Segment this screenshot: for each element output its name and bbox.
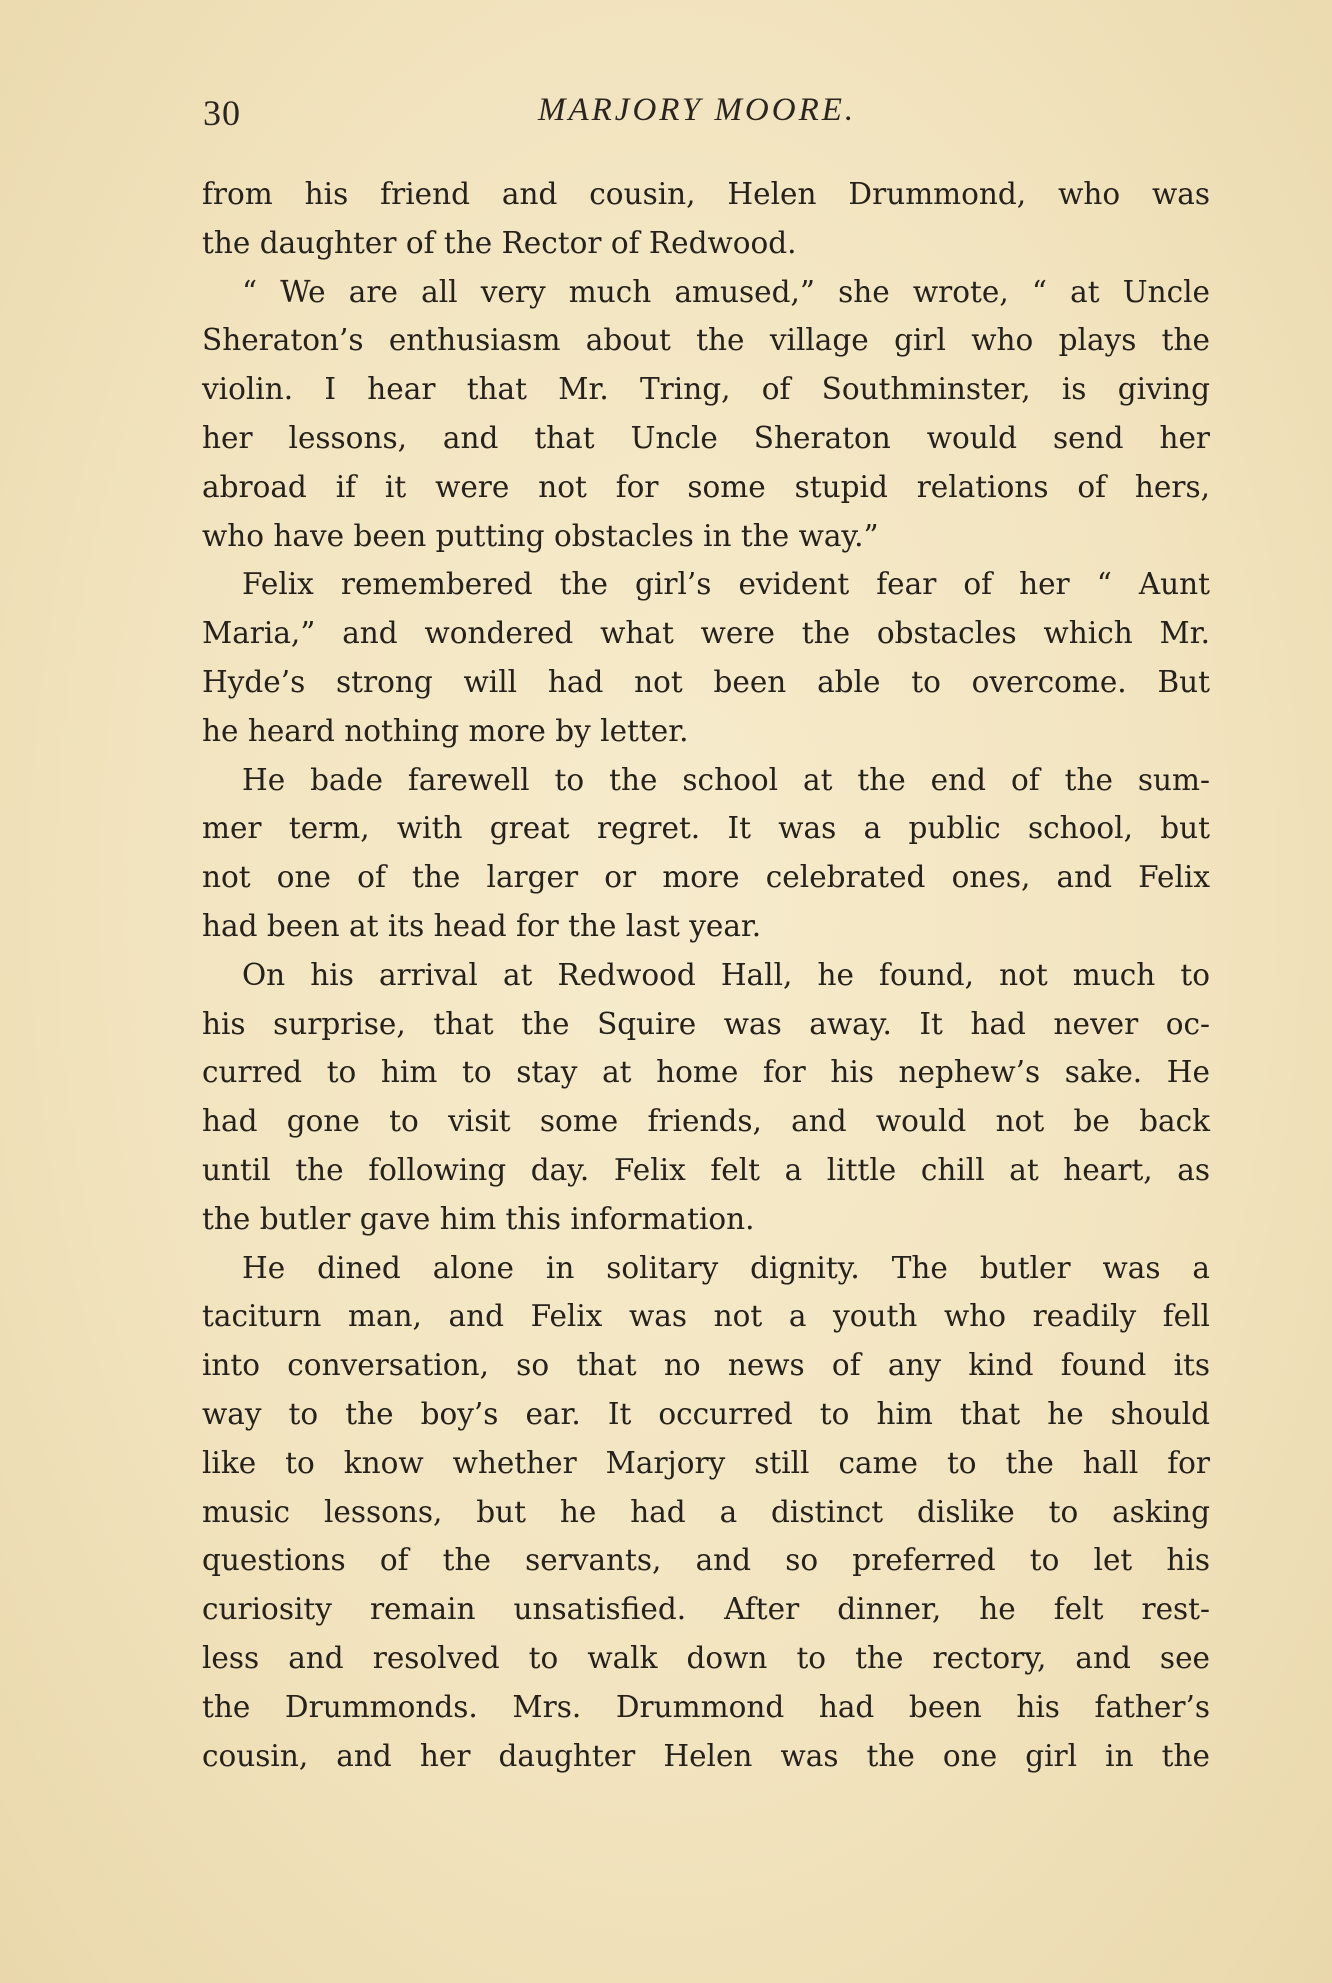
text-line: less and resolved to walk down to the rectory, and see — [202, 1640, 1210, 1675]
page-number: 30 — [203, 93, 241, 133]
text-line: music lessons, but he had a distinct dislike to asking — [202, 1494, 1210, 1529]
text-line: had been at its head for the last year. — [202, 908, 762, 943]
text-line: like to know whether Marjory still came to the hall for — [202, 1445, 1210, 1480]
text-line: had gone to visit some friends, and would not be back — [202, 1104, 1210, 1139]
text-line: he heard nothing more by letter. — [202, 713, 689, 748]
text-line: mer term, with great regret. It was a public school, but — [202, 811, 1210, 846]
text-line: her lessons, and that Uncle Sheraton would send her — [202, 420, 1210, 455]
text-line: not one of the larger or more celebrated ones, and Felix — [202, 860, 1210, 895]
text-line: abroad if it were not for some stupid relations of hers, — [202, 469, 1210, 504]
text-line: into conversation, so that no news of any kind found its — [202, 1348, 1210, 1383]
text-line: Maria,” and wondered what were the obstacles which Mr. — [202, 616, 1210, 651]
text-line: He dined alone in solitary dignity. The butler was a — [242, 1250, 1210, 1285]
text-line: who have been putting obstacles in the way.” — [202, 518, 879, 553]
text-line: On his arrival at Redwood Hall, he found, not much to — [242, 957, 1210, 992]
text-line: Felix remembered the girl’s evident fear of her “ Aunt — [242, 567, 1210, 602]
text-line: taciturn man, and Felix was not a youth who readily fell — [202, 1299, 1210, 1334]
body-text — [202, 170, 1210, 1780]
text-line: way to the boy’s ear. It occurred to him that he should — [202, 1396, 1210, 1431]
page-header — [203, 92, 1203, 142]
text-line: cousin, and her daughter Helen was the one girl in the — [202, 1738, 1210, 1773]
text-line: until the following day. Felix felt a little chill at heart, as — [202, 1152, 1210, 1187]
text-line: curred to him to stay at home for his nephew’s sake. He — [202, 1055, 1210, 1090]
text-line: Hyde’s strong will had not been able to overcome. But — [202, 664, 1210, 699]
text-line: violin. I hear that Mr. Tring, of Southminster, is giving — [202, 372, 1210, 407]
text-line: the butler gave him this information. — [202, 1201, 755, 1236]
text-line: curiosity remain unsatisfied. After dinner, he felt rest- — [202, 1592, 1210, 1627]
text-line: questions of the servants, and so preferred to let his — [202, 1543, 1210, 1578]
text-line: Sheraton’s enthusiasm about the village girl who plays the — [202, 323, 1210, 358]
text-line: “ We are all very much amused,” she wrote, “ at Uncle — [242, 274, 1210, 309]
text-line: the daughter of the Rector of Redwood. — [202, 225, 797, 260]
text-line: from his friend and cousin, Helen Drummond, who was — [202, 177, 1210, 211]
text-line: the Drummonds. Mrs. Drummond had been his father’s — [202, 1689, 1210, 1724]
text-line: He bade farewell to the school at the end of the sum- — [242, 762, 1210, 797]
text-line: his surprise, that the Squire was away. It had never oc- — [202, 1006, 1210, 1041]
running-title: MARJORY MOORE. — [538, 92, 857, 128]
